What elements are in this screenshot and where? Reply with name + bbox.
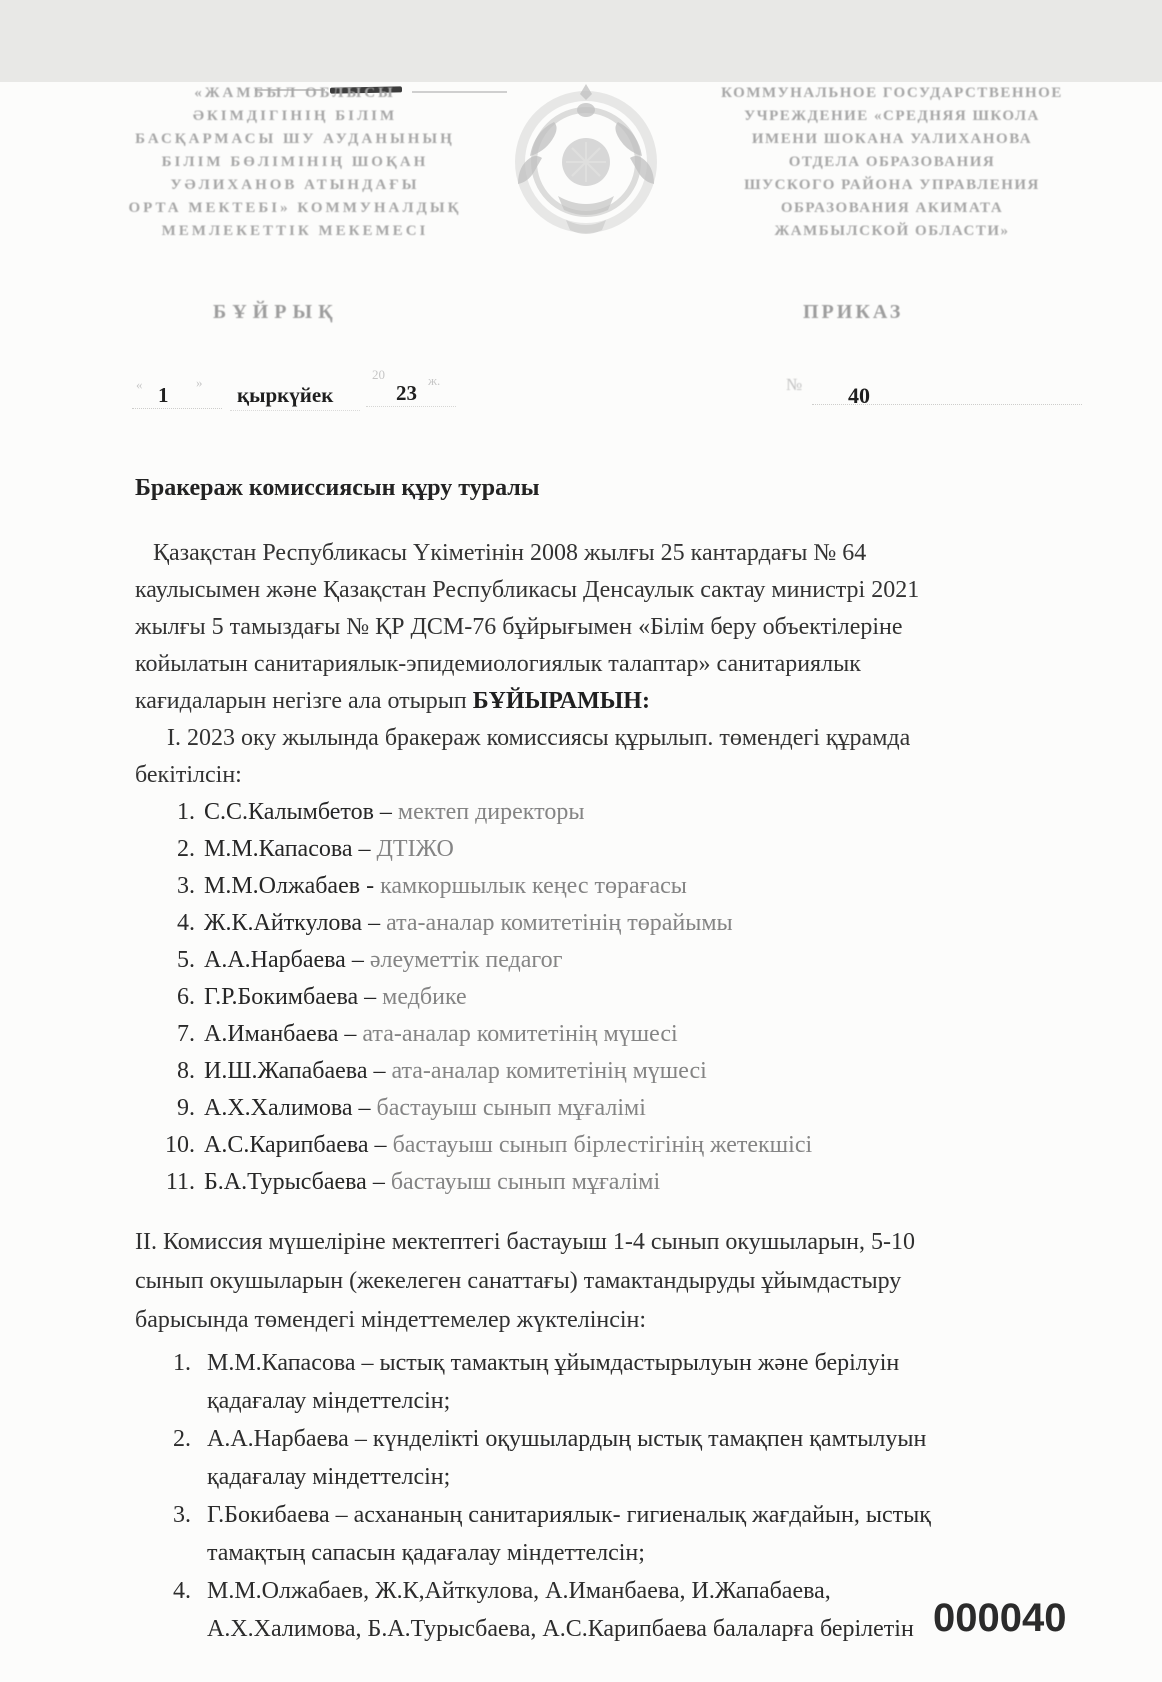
duty-text	[207, 1420, 926, 1496]
fill-in-line	[230, 409, 360, 411]
org-line: КОММУНАЛЬНОЕ ГОСУДАРСТВЕННОЕ	[721, 85, 1063, 101]
member-role: ата-аналар комитетінің мүшесі	[391, 1058, 707, 1084]
list-item	[135, 1420, 1072, 1496]
scan-noise: «	[136, 377, 143, 392]
scan-noise: ж.	[428, 373, 441, 388]
member-name: Б.А.Турысбаева –	[204, 1169, 391, 1195]
org-line: БІЛІМ БӨЛІМІНІҢ ШОҚАН	[161, 154, 429, 170]
duty-line: қадағалау міндеттелсін;	[207, 1464, 451, 1490]
org-line: МЕМЛЕКЕТТІК МЕКЕМЕСІ	[161, 223, 429, 239]
list-item	[135, 1164, 1072, 1201]
item-number: 8.	[177, 1058, 195, 1084]
member-name: М.М.Капасова –	[204, 836, 377, 862]
list-item	[135, 831, 1072, 868]
member-name: М.М.Олжабаев -	[204, 873, 381, 899]
org-line: БАСҚАРМАСЫ ШУ АУДАНЫНЫҢ	[135, 131, 455, 147]
member-name: И.Ш.Жапабаева –	[204, 1058, 392, 1084]
document-body	[135, 475, 1072, 1648]
member-role: ата-аналар комитетінің төрайымы	[386, 910, 733, 936]
order-date-day: 1	[158, 383, 169, 407]
duty-text	[207, 1496, 931, 1572]
duty-text	[207, 1344, 899, 1420]
member-name: А.С.Карипбаева –	[204, 1132, 393, 1158]
letterhead	[95, 82, 1107, 245]
text-run: кағидаларын негізге ала отырып	[135, 688, 473, 714]
list-item	[135, 1090, 1072, 1127]
org-line: УӘЛИХАНОВ АТЫНДАҒЫ	[170, 177, 420, 193]
intro-paragraph	[135, 535, 1072, 794]
item-number: 9.	[177, 1095, 195, 1121]
org-line: ШУСКОГО РАЙОНА УПРАВЛЕНИЯ	[744, 177, 1040, 193]
order-headings	[0, 301, 1162, 331]
org-line: УЧРЕЖДЕНИЕ «СРЕДНЯЯ ШКОЛА	[744, 108, 1040, 124]
list-item	[135, 905, 1072, 942]
member-role: ДТІЖО	[376, 836, 454, 862]
list-item	[135, 1496, 1072, 1572]
duty-line: М.М.Капасова – ыстық тамактың ұйымдастырылуын және берілуін	[207, 1350, 900, 1376]
paragraph-line: жылғы 5 тамыздағы № ҚР ДСМ-76 бұйрығымен «Білім беру объектілеріне	[135, 614, 903, 640]
commission-member-list	[135, 794, 1072, 1201]
order-verb-bold: БҰЙЫРАМЫН:	[472, 688, 650, 714]
item-number: 10.	[165, 1132, 195, 1158]
member-role: мектеп директоры	[397, 799, 585, 825]
member-role: бастауыш сынып бірлестігінің жетекшісі	[392, 1132, 813, 1158]
member-role: бастауыш сынып мұғалімі	[376, 1095, 646, 1121]
duty-line: А.А.Нарбаева – күнделікті оқушылардың ыстық тамақпен қамтылуын	[207, 1426, 927, 1452]
member-role: медбике	[382, 984, 467, 1010]
member-role: ата-аналар комитетінің мүшесі	[362, 1021, 678, 1047]
list-item	[135, 1344, 1072, 1420]
paragraph-line: сынып окушыларын (жекелеген санаттағы) тамактандыруды ұйымдастыру	[135, 1268, 902, 1294]
paragraph-line	[135, 683, 1072, 720]
kazakhstan-coat-of-arms-icon	[496, 70, 676, 245]
paragraph-line: койылатын санитариялык-эпидемиологиялык талаптар» санитариялык	[135, 651, 861, 677]
org-name-russian	[677, 82, 1107, 243]
item-number: 1.	[173, 1350, 191, 1376]
list-item	[135, 1127, 1072, 1164]
duty-line: Г.Бокибаева – асхананың санитариялык- гигиеналық жағдайын, ыстық	[207, 1502, 931, 1528]
list-item	[135, 1053, 1072, 1090]
member-name: С.С.Калымбетов –	[204, 799, 398, 825]
order-heading-kazakh: БҰЙРЫҚ	[213, 301, 339, 323]
member-name: А.А.Нарбаева –	[204, 947, 370, 973]
duty-line: қадағалау міндеттелсін;	[207, 1388, 451, 1414]
order-heading-russian: ПРИКАЗ	[803, 301, 904, 323]
item-number: 4.	[177, 910, 195, 936]
list-item	[135, 1572, 1072, 1648]
item-number: 2.	[177, 836, 195, 862]
org-name-kazakh	[95, 82, 495, 243]
item-number: 7.	[177, 1021, 195, 1047]
list-item	[135, 942, 1072, 979]
fill-in-line	[132, 407, 222, 409]
order-number: 40	[848, 383, 870, 408]
item-number: 5.	[177, 947, 195, 973]
duty-text	[207, 1572, 914, 1648]
order-date-month: қыркүйек	[237, 383, 334, 407]
paragraph-line: барысында төмендегі міндеттемелер жүктелінсін:	[135, 1307, 647, 1333]
list-item	[135, 868, 1072, 905]
list-item	[135, 794, 1072, 831]
section-two-paragraph	[135, 1223, 1072, 1340]
item-number: 1.	[177, 799, 195, 825]
member-role: бастауыш сынып мұғалімі	[390, 1169, 661, 1195]
org-line: «ЖАМБЫЛ ОБЛЫСЫ	[194, 85, 396, 101]
member-name: Г.Р.Бокимбаева –	[204, 984, 383, 1010]
item-number: 3.	[177, 873, 195, 899]
scanned-order-document	[0, 82, 1162, 1682]
org-line: ОРТА МЕКТЕБІ» КОММУНАЛДЫҚ	[128, 200, 462, 216]
member-name: А.Х.Халимова –	[204, 1095, 377, 1121]
list-item	[135, 1016, 1072, 1053]
org-line: ИМЕНИ ШОКАНА УАЛИХАНОВА	[751, 131, 1033, 147]
scan-noise: 20	[372, 367, 385, 382]
item-number: 6.	[177, 984, 195, 1010]
paragraph-line: Қазақстан Республикасы Үкіметінін 2008 жылғы 25 кантардағы № 64	[153, 540, 867, 566]
member-name: А.Иманбаева –	[204, 1021, 363, 1047]
paragraph-line: бекітілсін:	[135, 762, 242, 788]
date-and-number-row	[0, 367, 1162, 419]
item-number: 4.	[173, 1578, 191, 1604]
member-role: камкоршылык кеңес төрағасы	[380, 873, 687, 899]
duties-list	[135, 1344, 1072, 1648]
member-name: Ж.К.Айткулова –	[204, 910, 387, 936]
duty-line: тамақтың сапасын қадағалау міндеттелсін;	[207, 1540, 645, 1566]
org-line: ОТДЕЛА ОБРАЗОВАНИЯ	[788, 154, 996, 170]
duty-line: А.Х.Халимова, Б.А.Турысбаева, А.С.Карипбаева балаларға берілетін	[207, 1616, 914, 1642]
duty-line: М.М.Олжабаев, Ж.К,Айткулова, А.Иманбаева, И.Жапабаева,	[207, 1578, 831, 1604]
number-sign: №	[786, 375, 803, 394]
order-date-year: 23	[396, 381, 417, 405]
page-number-stamp: 000040	[933, 1596, 1067, 1640]
scan-noise: »	[196, 375, 203, 390]
list-item	[135, 979, 1072, 1016]
document-title: Бракераж комиссиясын құру туралы	[135, 475, 540, 501]
org-line: ОБРАЗОВАНИЯ АКИМАТА	[780, 200, 1004, 216]
item-number: 3.	[173, 1502, 191, 1528]
paragraph-line: I. 2023 оку жылында бракераж комиссиясы құрылып. төмендегі құрамда	[167, 725, 911, 751]
org-line: ЖАМБЫЛСКОЙ ОБЛАСТИ»	[774, 223, 1010, 239]
member-role: әлеуметтік педагог	[369, 947, 563, 973]
item-number: 11.	[165, 1169, 195, 1195]
paragraph-line: ІІ. Комиссия мүшеліріне мектептегі бастауыш 1-4 сынып окушыларын, 5-10	[135, 1229, 915, 1255]
org-line: ӘКІМДІГІНІҢ БІЛІМ	[192, 108, 398, 124]
paragraph-line: каулысымен және Қазақстан Республикасы Денсаулык сактау министрі 2021	[135, 577, 920, 603]
item-number: 2.	[173, 1426, 191, 1452]
